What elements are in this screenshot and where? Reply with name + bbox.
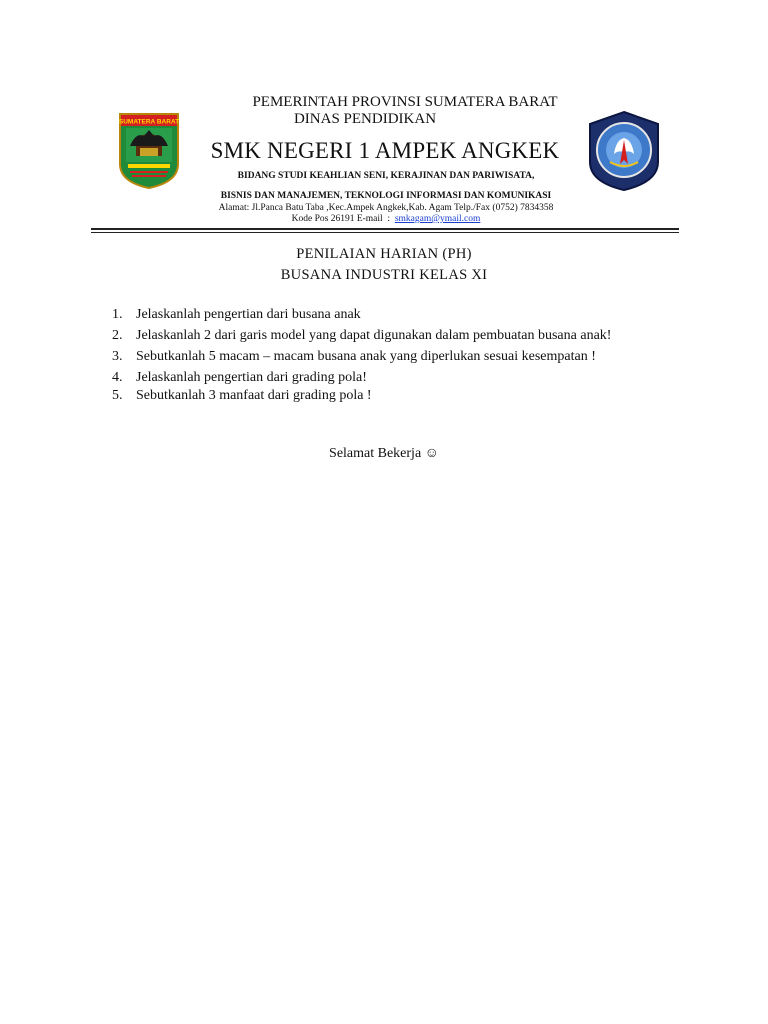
question-text: Sebutkanlah 5 macam – macam busana anak yang diperlukan sesuai kesempatan !: [136, 349, 596, 364]
document-title: PENILAIAN HARIAN (PH): [296, 246, 472, 262]
question-text: Jelaskanlah 2 dari garis model yang dapat digunakan dalam pembuatan busana anak!: [136, 328, 612, 343]
school-address: Alamat: Jl.Panca Batu Taba ,Kec.Ampek Angkek,Kab. Agam Telp./Fax (0752) 7834358: [218, 203, 554, 213]
tut-wuri-handayani-emblem-icon: [586, 110, 662, 192]
question-number: 3.: [112, 349, 123, 364]
school-name: SMK NEGERI 1 AMPEK ANGKEK: [210, 138, 560, 163]
question-text: Jelaskanlah pengertian dari busana anak: [136, 307, 361, 322]
emblem-banner-text: SUMATERA BARAT: [118, 118, 180, 126]
department-line-1: BIDANG STUDI KEAHLIAN SENI, KERAJINAN DAN PARIWISATA,: [237, 171, 535, 181]
question-number: 4.: [112, 370, 123, 385]
postal-code-label: Kode Pos 26191 E-mail :: [291, 214, 395, 224]
list-item: [112, 387, 611, 408]
header-divider-thin: [91, 232, 679, 233]
closing-message: Selamat Bekerja ☺: [329, 446, 439, 461]
question-number: 1.: [112, 307, 123, 322]
postal-email-line: [190, 214, 582, 225]
list-item: [112, 306, 611, 327]
list-item: [112, 369, 611, 387]
list-item: [112, 348, 611, 369]
government-name: PEMERINTAH PROVINSI SUMATERA BARAT: [252, 94, 558, 110]
question-list: [112, 306, 611, 408]
question-text: Jelaskanlah pengertian dari grading pola!: [136, 370, 367, 385]
agency-name: DINAS PENDIDIKAN: [293, 111, 437, 127]
list-item: [112, 327, 611, 348]
sumatera-barat-emblem-icon: [118, 112, 180, 190]
question-number: 2.: [112, 328, 123, 343]
question-number: 5.: [112, 388, 123, 403]
header-divider-thick: [91, 228, 679, 230]
email-link[interactable]: smkagam@ymail.com: [394, 214, 481, 224]
question-text: Sebutkanlah 3 manfaat dari grading pola !: [136, 388, 372, 403]
document-subtitle: BUSANA INDUSTRI KELAS XI: [280, 267, 488, 283]
department-line-2: BISNIS DAN MANAJEMEN, TEKNOLOGI INFORMASI DAN KOMUNIKASI: [220, 191, 552, 201]
